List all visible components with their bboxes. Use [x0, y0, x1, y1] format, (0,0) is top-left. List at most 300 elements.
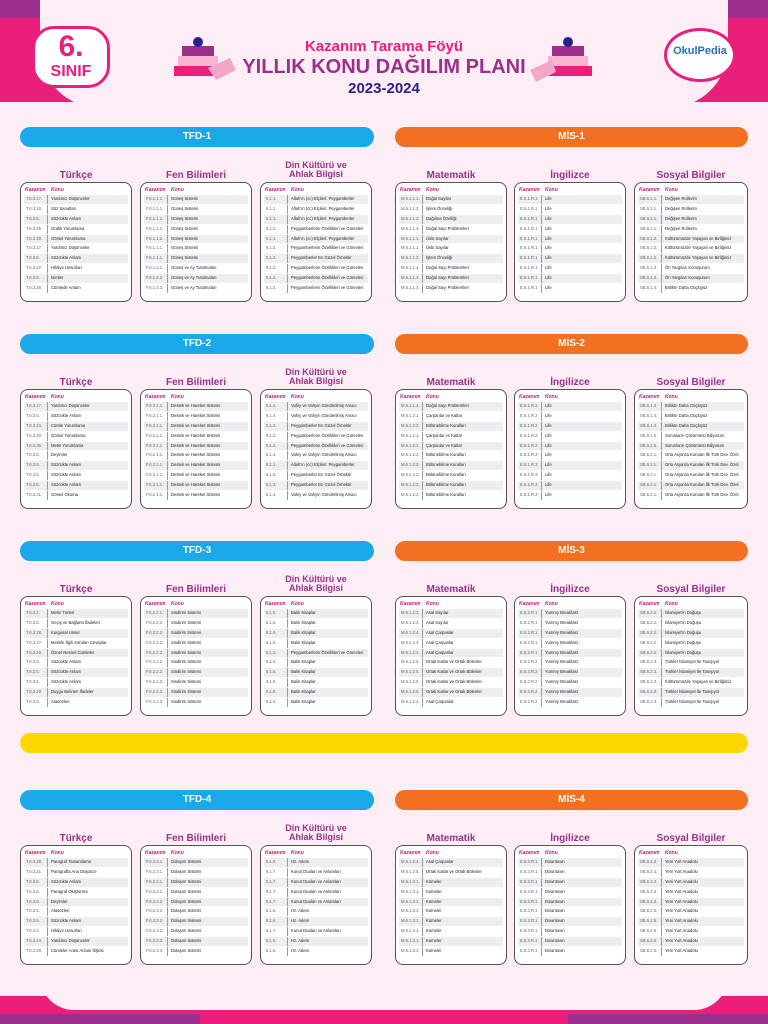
table-row	[399, 698, 503, 708]
row-topic: Destek ve Hareket Sistemi	[168, 461, 248, 470]
column-header-code: Kazanım	[639, 601, 660, 607]
table-row	[24, 284, 128, 294]
row-topic: Destek ve Hareket Sistemi	[168, 471, 248, 480]
row-code: F.6.2.1.1.	[144, 481, 168, 490]
table-row	[518, 432, 622, 442]
row-topic: İslamiyet'in Doğuşu	[662, 639, 744, 648]
row-topic: Orta Asya'da Kurulan İlk Türk Dev. Özel.	[662, 471, 744, 480]
row-code: F.6.2.3.1.	[144, 858, 168, 867]
row-code: E.6.1.R.2	[518, 402, 542, 411]
table-row	[399, 481, 503, 491]
row-code: M.6.1.2.2.	[399, 471, 423, 480]
row-code: SB.6.1.4.	[638, 412, 662, 421]
column-header-topic: Konu	[171, 187, 184, 193]
row-topic: Türkler İslamiyet İle Tanışıyor	[662, 688, 744, 697]
row-code: M.6.1.1.4.	[399, 284, 423, 293]
row-code: T.6.3.28.	[24, 947, 48, 956]
panel-mat-1	[395, 170, 507, 302]
table-row	[399, 917, 503, 927]
row-topic: Downtown	[542, 878, 622, 887]
row-topic: Yummy Breakfast	[542, 609, 622, 618]
row-code: T.6.3.26.	[24, 284, 48, 293]
row-topic: Peygamberlerin Özellikleri ve Görevleri	[288, 264, 368, 273]
row-topic: Peygamberlerin Özellikleri ve Görevleri	[288, 649, 368, 658]
row-code: SB.6.1.2.	[638, 244, 662, 253]
row-topic: Cümle Yorumlama	[48, 422, 128, 431]
table-rows	[24, 402, 128, 501]
row-topic: Hz. Adem	[288, 937, 368, 946]
column-header-topic: Konu	[545, 394, 558, 400]
table-row	[24, 629, 128, 639]
row-topic: Life	[542, 244, 622, 253]
row-topic: Sözcükte Anlam	[48, 878, 128, 887]
table-row	[638, 858, 744, 868]
table-row	[518, 284, 622, 294]
row-topic: Balık Kitaplar	[288, 609, 368, 618]
row-topic: Hikâye Unsurları	[48, 264, 128, 273]
row-code: SB.6.1.2.	[638, 254, 662, 263]
table-row	[638, 649, 744, 659]
row-topic: Sözcükte Anlam	[48, 215, 128, 224]
table-rows	[144, 609, 248, 708]
row-code: T.6.3.20.	[24, 688, 48, 697]
row-code: E.6.2.R.1	[518, 649, 542, 658]
row-code: M.6.1.2.4.	[399, 698, 423, 707]
table-row	[638, 668, 744, 678]
table-row	[144, 471, 248, 481]
row-code: SB.6.2.3.	[638, 678, 662, 687]
column-header-code: Kazanım	[519, 601, 540, 607]
table-row	[24, 947, 128, 957]
panel-title-line1: Din Kültürü ve	[285, 823, 347, 833]
row-code: M.6.1.2.1.	[399, 412, 423, 421]
table-row	[399, 688, 503, 698]
row-topic: Çarpanlar ve Katlar	[423, 412, 503, 421]
table-row	[144, 917, 248, 927]
panel-mat-2	[395, 377, 507, 509]
row-code: T.6.3.16.	[24, 205, 48, 214]
row-code: 6.1.2.	[264, 432, 288, 441]
table-row	[399, 225, 503, 235]
table-rows	[518, 402, 622, 501]
footer-stripe-left	[0, 1014, 200, 1024]
page-title: YILLIK KONU DAĞILIM PLANI	[242, 56, 526, 78]
table-rows	[399, 858, 503, 957]
row-topic: Life	[542, 442, 622, 451]
table-row	[144, 678, 248, 688]
table-row	[144, 619, 248, 629]
table-row	[518, 668, 622, 678]
panel-title: Matematik	[426, 377, 476, 388]
row-topic: Destek ve Hareket Sistemi	[168, 402, 248, 411]
row-topic: Bölünebilme Kuralları	[423, 461, 503, 470]
panel-title: Fen Bilimleri	[165, 833, 226, 844]
row-code: E.6.1.R.2	[518, 422, 542, 431]
row-code: M.6.1.1.2.	[399, 254, 423, 263]
row-topic: Kümeler	[423, 947, 503, 956]
table-row	[518, 947, 622, 957]
row-code: F.6.2.1.1.	[144, 432, 168, 441]
column-header-code: Kazanım	[25, 850, 46, 856]
row-code: E.6.2.R.1	[518, 619, 542, 628]
row-code: SB.6.2.3.	[638, 698, 662, 707]
column-header-code: Kazanım	[519, 394, 540, 400]
table-row	[638, 432, 744, 442]
table-row	[24, 225, 128, 235]
row-code: 6.1.1.	[264, 235, 288, 244]
row-code: SB.6.2.4.	[638, 898, 662, 907]
row-topic: Paragrafta Ana Düşünce	[48, 868, 128, 877]
table-rows	[264, 402, 368, 501]
table-row	[144, 451, 248, 461]
column-header-code: Kazanım	[519, 187, 540, 193]
table-row	[518, 907, 622, 917]
column-header-topic: Konu	[545, 187, 558, 193]
row-topic: Doğal Sayı Problemleri	[423, 284, 503, 293]
table-row	[399, 461, 503, 471]
column-header-topic: Konu	[291, 601, 304, 607]
row-code: F.6.2.1.1.	[144, 442, 168, 451]
table-row	[24, 264, 128, 274]
table-row	[264, 254, 368, 264]
panel-turkce-4	[20, 833, 132, 965]
panel-ing-3	[514, 584, 626, 716]
row-topic: Güneş Sistemi	[168, 225, 248, 234]
row-code: E.6.1.R.1	[518, 235, 542, 244]
row-topic: Kültürümüzde Yaşayan ve Birliğimiz	[662, 244, 744, 253]
row-code: 6.1.5.	[264, 698, 288, 707]
panel-sos-3	[634, 584, 748, 716]
table-row	[399, 668, 503, 678]
table-row	[399, 244, 503, 254]
row-code: E.6.3.R.1	[518, 907, 542, 916]
table-row	[518, 639, 622, 649]
row-code: M.6.1.2.4.	[399, 649, 423, 658]
panel-title	[261, 824, 371, 842]
row-topic: Sözcükte Anlam	[48, 254, 128, 263]
table-row	[518, 698, 622, 708]
row-code: T.6.3.5.	[24, 678, 48, 687]
table-row	[399, 274, 503, 284]
column-header-code: Kazanım	[265, 850, 286, 856]
row-topic: Grafik Yorumlama	[48, 225, 128, 234]
row-code: E.6.1.R.2	[518, 412, 542, 421]
table-row	[24, 274, 128, 284]
row-code: F.6.1.1.1.	[144, 225, 168, 234]
column-header-topic: Konu	[545, 850, 558, 856]
row-code: M.6.1.3.1.	[399, 947, 423, 956]
row-topic: Yummy Breakfast	[542, 668, 622, 677]
column-headers	[519, 601, 621, 609]
row-topic: Yummy Breakfast	[542, 619, 622, 628]
table-row	[264, 649, 368, 659]
row-code: SB.6.2.3.	[638, 658, 662, 667]
row-code: F.6.2.2.3.	[144, 698, 168, 707]
row-code: T.6.3.22.	[24, 264, 48, 273]
row-topic: Life	[542, 274, 622, 283]
row-topic: Yeni Yurt Anadolu	[662, 858, 744, 867]
table-row	[24, 878, 128, 888]
table-row	[144, 195, 248, 205]
table-row	[638, 402, 744, 412]
panel-fen-4	[140, 833, 252, 965]
row-code: 6.1.1.	[264, 195, 288, 204]
column-headers	[519, 850, 621, 858]
table-row	[144, 491, 248, 501]
row-topic: Hz. Adem	[288, 917, 368, 926]
row-topic: Değişen Rollerim	[662, 215, 744, 224]
row-topic: Duygu Belirten İfadeler	[48, 688, 128, 697]
table-row	[144, 461, 248, 471]
column-headers	[145, 601, 247, 609]
table-row	[144, 888, 248, 898]
row-code: M.6.1.1.2.	[399, 205, 423, 214]
column-headers	[265, 394, 367, 402]
row-topic: Sözcükte Anlam	[48, 678, 128, 687]
row-code: 6.1.5.	[264, 658, 288, 667]
row-code: T.6.3.5.	[24, 668, 48, 677]
row-topic: Yummy Breakfast	[542, 629, 622, 638]
row-code: T.6.3.20.	[24, 649, 48, 658]
column-header-code: Kazanım	[25, 601, 46, 607]
section-bar-1-right: MİS-1	[395, 127, 748, 147]
row-topic: Kümeler	[423, 888, 503, 897]
table-row	[144, 254, 248, 264]
column-headers	[639, 187, 743, 195]
row-topic: Yummy Breakfast	[542, 688, 622, 697]
row-topic: Hikâye Unsurları	[48, 927, 128, 936]
table-row	[399, 412, 503, 422]
table-row	[24, 244, 128, 254]
panel-title	[261, 368, 371, 386]
table-row	[144, 609, 248, 619]
row-code: SB.6.2.3.	[638, 668, 662, 677]
table-row	[24, 442, 128, 452]
table-rows	[144, 195, 248, 294]
row-topic: Sindirim Sistemi	[168, 658, 248, 667]
row-code: M.6.1.2.2.	[399, 491, 423, 500]
table-row	[638, 215, 744, 225]
panel-mat-4	[395, 833, 507, 965]
row-code: T.6.3.5.	[24, 471, 48, 480]
row-topic: Kümeler	[423, 927, 503, 936]
row-topic: Balık Kitaplar	[288, 639, 368, 648]
row-topic: Asal Sayılar	[423, 619, 503, 628]
row-topic: Çarpanlar ve Katlar	[423, 442, 503, 451]
table-row	[24, 668, 128, 678]
panel-title-line2: Ahlak Bilgisi	[288, 583, 343, 593]
row-code: F.6.2.1.1.	[144, 402, 168, 411]
table-row	[518, 658, 622, 668]
row-code: T.6.3.6.	[24, 215, 48, 224]
grade-label: SINIF	[50, 63, 92, 80]
panel-title-line1: Din Kültürü ve	[285, 367, 347, 377]
row-code: E.6.2.R.1	[518, 639, 542, 648]
column-header-topic: Konu	[665, 601, 678, 607]
column-header-code: Kazanım	[639, 187, 660, 193]
row-topic: Allah'ın (cc) Elçileri: Peygamberler	[288, 205, 368, 214]
row-code: T.6.3.5.	[24, 254, 48, 263]
row-topic: Cümleler Arası Anlam İlişkisi	[48, 947, 128, 956]
column-headers	[25, 850, 127, 858]
table-row	[518, 215, 622, 225]
row-code: E.6.2.R.1	[518, 629, 542, 638]
row-topic: Ortak Katlar ve Ortak Bölenler	[423, 658, 503, 667]
row-code: T.6.3.6.	[24, 619, 48, 628]
table-row	[264, 868, 368, 878]
row-code: SB.6.1.1.	[638, 205, 662, 214]
row-topic: Destek ve Hareket Sistemi	[168, 451, 248, 460]
row-topic: Life	[542, 471, 622, 480]
column-header-code: Kazanım	[639, 850, 660, 856]
table-row	[24, 898, 128, 908]
row-topic: Destek ve Hareket Sistemi	[168, 432, 248, 441]
row-topic: Orta Asya'da Kurulan İlk Türk Dev. Özel.	[662, 451, 744, 460]
row-topic: Life	[542, 412, 622, 421]
row-code: F.6.2.3.1.	[144, 868, 168, 877]
row-code: E.6.1.R.3	[518, 451, 542, 460]
row-topic: Cümlede Anlam	[48, 284, 128, 293]
subtitle: Kazanım Tarama Föyü	[304, 38, 464, 55]
row-topic: İslamiyet'in Doğuşu	[662, 609, 744, 618]
row-topic: Sözcükte Anlam	[48, 471, 128, 480]
row-topic: Güneş Sistemi	[168, 254, 248, 263]
row-topic: Yardımcı Düşünceler	[48, 402, 128, 411]
row-topic: Metin Türleri	[48, 609, 128, 618]
row-topic: Dolaşım Sistemi	[168, 947, 248, 956]
row-code: T.6.4.2.	[24, 927, 48, 936]
row-code: T.6.3.5.	[24, 907, 48, 916]
panel-title: Matematik	[426, 833, 476, 844]
row-topic: Türkler İslamiyet İle Tanışıyor	[662, 658, 744, 667]
row-code: M.6.1.3.1.	[399, 927, 423, 936]
row-topic: Hz. Adem	[288, 907, 368, 916]
row-topic: Güneş Sistemi	[168, 195, 248, 204]
row-topic: İslamiyet'in Doğuşu	[662, 619, 744, 628]
table-row	[144, 481, 248, 491]
table-row	[24, 698, 128, 708]
row-topic: Asal Çarpanlar	[423, 649, 503, 658]
table-rows	[264, 195, 368, 294]
row-code: E.6.3.R.1	[518, 937, 542, 946]
table-row	[264, 481, 368, 491]
row-topic: Bölünebilme Kuralları	[423, 422, 503, 431]
table-row	[399, 451, 503, 461]
panel-mat-3	[395, 584, 507, 716]
row-code: SB.6.1.1.	[638, 225, 662, 234]
panel-title: Sosyal Bilgiler	[656, 584, 726, 595]
row-code: SB.6.2.4.	[638, 888, 662, 897]
table-row	[24, 619, 128, 629]
row-code: F.6.2.1.1.	[144, 422, 168, 431]
row-code: F.6.2.1.1.	[144, 461, 168, 470]
row-code: 6.1.4.	[264, 491, 288, 500]
row-code: M.6.1.2.2.	[399, 461, 423, 470]
row-code: T.6.3.17.	[24, 402, 48, 411]
row-code: 6.1.5.	[264, 629, 288, 638]
column-header-code: Kazanım	[145, 187, 166, 193]
column-header-topic: Konu	[426, 850, 439, 856]
column-headers	[519, 394, 621, 402]
row-topic: Downtown	[542, 888, 622, 897]
row-code: E.6.1.R.1	[518, 225, 542, 234]
column-header-topic: Konu	[291, 850, 304, 856]
panel-title: İngilizce	[550, 170, 590, 181]
row-code: E.6.1.R.1	[518, 244, 542, 253]
table-row	[638, 274, 744, 284]
row-code: M.6.1.2.5.	[399, 688, 423, 697]
table-row	[264, 412, 368, 422]
section-bar-3-right: MİS-3	[395, 541, 748, 561]
row-code: M.6.1.1.4.	[399, 225, 423, 234]
table-row	[264, 609, 368, 619]
row-code: F.6.2.2.2.	[144, 658, 168, 667]
table-rows	[638, 195, 744, 294]
table-row	[638, 878, 744, 888]
table-row	[144, 907, 248, 917]
row-topic: Downtown	[542, 898, 622, 907]
row-topic: Life	[542, 225, 622, 234]
row-code: M.6.1.1.1.	[399, 244, 423, 253]
row-topic: Görsel Okuma	[48, 491, 128, 500]
row-code: SB.6.2.1.	[638, 451, 662, 460]
panel-title: Fen Bilimleri	[165, 377, 226, 388]
table-row	[264, 432, 368, 442]
row-topic: Değişen Rollerim	[662, 195, 744, 204]
table-row	[264, 215, 368, 225]
row-topic: Allah'ın (cc) Elçileri: Peygamberler	[288, 235, 368, 244]
row-topic: Peygamberlerin Özellikleri ve Görevleri	[288, 284, 368, 293]
table-row	[518, 481, 622, 491]
row-topic: Asal Çarpanlar	[423, 858, 503, 867]
section-bar-1-left: TFD-1	[20, 127, 374, 147]
table-rows	[264, 609, 368, 708]
row-code: SB.6.2.5.	[638, 947, 662, 956]
table-row	[638, 658, 744, 668]
row-code: F.6.1.1.1.	[144, 254, 168, 263]
row-code: 6.1.4.	[264, 412, 288, 421]
table-row	[24, 609, 128, 619]
table-row	[518, 609, 622, 619]
row-code: M.6.1.2.5.	[399, 678, 423, 687]
row-code: 6.1.7.	[264, 927, 288, 936]
table-row	[144, 649, 248, 659]
panel-title-line2: Ahlak Bilgisi	[288, 376, 343, 386]
row-topic: Life	[542, 195, 622, 204]
table-row	[144, 244, 248, 254]
table-row	[638, 639, 744, 649]
table-row	[399, 898, 503, 908]
row-code: SB.6.2.1.	[638, 481, 662, 490]
table-rows	[399, 609, 503, 708]
table-row	[264, 225, 368, 235]
row-topic: Atasözleri	[48, 698, 128, 707]
row-topic: Balık Kitaplar	[288, 678, 368, 687]
school-years: 2023-2024	[348, 80, 420, 97]
row-topic: Görsel Yorumlama	[48, 235, 128, 244]
row-topic: Bölünebilme Kuralları	[423, 471, 503, 480]
row-code: F.6.1.1.1.	[144, 244, 168, 253]
row-code: T.6.3.6.	[24, 451, 48, 460]
table-row	[399, 658, 503, 668]
row-code: 6.1.7.	[264, 878, 288, 887]
table-rows	[518, 609, 622, 708]
row-topic: Deyimler	[48, 451, 128, 460]
row-topic: Birlikte Daha Güçlüyüz	[662, 284, 744, 293]
row-code: 6.1.5.	[264, 668, 288, 677]
row-code: F.6.2.3.1.	[144, 888, 168, 897]
table-row	[144, 215, 248, 225]
